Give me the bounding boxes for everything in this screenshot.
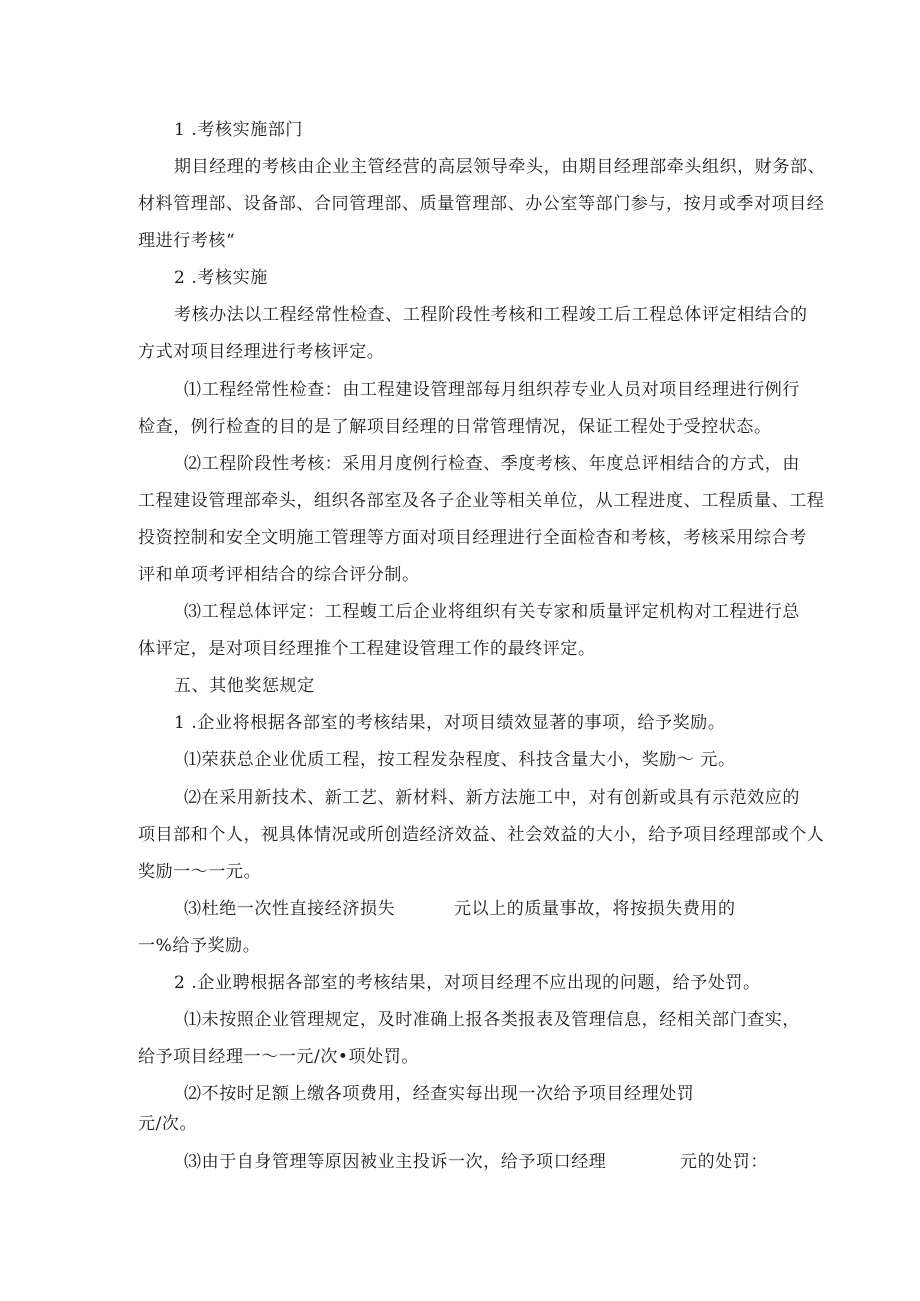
paragraph-line: 考核办法以工程经常性检查、工程阶段性考核和工程竣工后工程总体评定相结合的 — [174, 305, 808, 325]
list-item-line: ⑶由于自身管理等原因被业主投诉一次，给予项口经理 — [184, 1152, 607, 1172]
list-item-line: 给予项目经理一～一元/次•项处罚。 — [138, 1047, 419, 1067]
list-item-line: ⑶杜绝一次性直接经济损失 — [184, 899, 396, 919]
list-item-line: 评和单项考评相结合的综合评分制。 — [138, 565, 420, 585]
paragraph-line: 理进行考核“ — [138, 231, 236, 251]
section-1-heading: 1 .考核实施部门 — [174, 120, 304, 140]
list-item-line: 奖励一～一元。 — [138, 862, 262, 882]
penalty-heading: 2 .企业聘根据各部室的考核结果，对项目经理不应出现的问题，给予处罚。 — [174, 973, 761, 993]
section-2-heading: 2 .考核实施 — [174, 268, 268, 288]
paragraph-line: 期目经理的考核由企业主管经营的高层领导牵头，由期目经理部牵头组织，财务部、 — [174, 157, 826, 177]
list-item-line: ⑵不按时足额上缴各项费用，经查实每出现一次给予项目经理处罚 — [184, 1084, 695, 1104]
paragraph-line: 方式对项目经理进行考核评定。 — [138, 342, 385, 362]
list-item-line: ⑵工程阶段性考核：采用月度例行检查、季度考核、年度总评相结合的方式，由 — [184, 454, 800, 474]
paragraph-line: 材料管理部、设备部、合同管理部、质量管理部、办公室等部门参与，按月或季对项目经 — [138, 194, 825, 214]
list-item-line: 元以上的质量事故，将按损失费用的 — [454, 899, 736, 919]
section-5-heading: 五、其他奖惩规定 — [174, 676, 315, 696]
list-item-line: 项目部和个人，视具体情况或所创造经济效益、社会效益的大小，给予项目经理部或个人 — [138, 825, 825, 845]
list-item-line: 元/次。 — [138, 1114, 198, 1134]
list-item-line: ⑴未按照企业管理规定，及时准确上报各类报表及管理信息，经相关部门查实， — [184, 1010, 800, 1030]
list-item-line: ⑵在采用新技术、新工艺、新材料、新方法施工中，对有创新或具有示范效应的 — [184, 788, 800, 808]
list-item-line: 体评定，是对项目经理推个工程建设管理工作的最终评定。 — [138, 639, 596, 659]
list-item-line: ⑴工程经常性检查：由工程建设管理部每月组织荐专业人员对项目经理进行例行 — [184, 380, 800, 400]
list-item-line: 工程建设管理部牵头，组织各部室及各子企业等相关单位，从工程进度、工程质量、工程 — [138, 491, 825, 511]
list-item-line: 一%给予奖励。 — [138, 936, 261, 956]
list-item-line: 检查，例行检查的目的是了解项目经理的日常管理情况，保证工程处于受控状态。 — [138, 417, 772, 437]
list-item-line: 投资控制和安全文明施工管理等方面对项目经理进行全面检杳和考核，考核采用综合考 — [138, 528, 807, 548]
list-item-line: ⑶工程总体评定：工程蝮工后企业将组织有关专家和质量评定机构对工程进行总 — [184, 602, 800, 622]
reward-heading: 1 .企业将根据各部室的考核结果，对项目绩效显著的事项，给予奖励。 — [174, 713, 726, 733]
list-item-line: 元的处罚： — [680, 1152, 768, 1172]
list-item-line: ⑴荣获总企业优质工程，按工程发杂程度、科技含量大小，奖励～ 元。 — [184, 750, 736, 770]
